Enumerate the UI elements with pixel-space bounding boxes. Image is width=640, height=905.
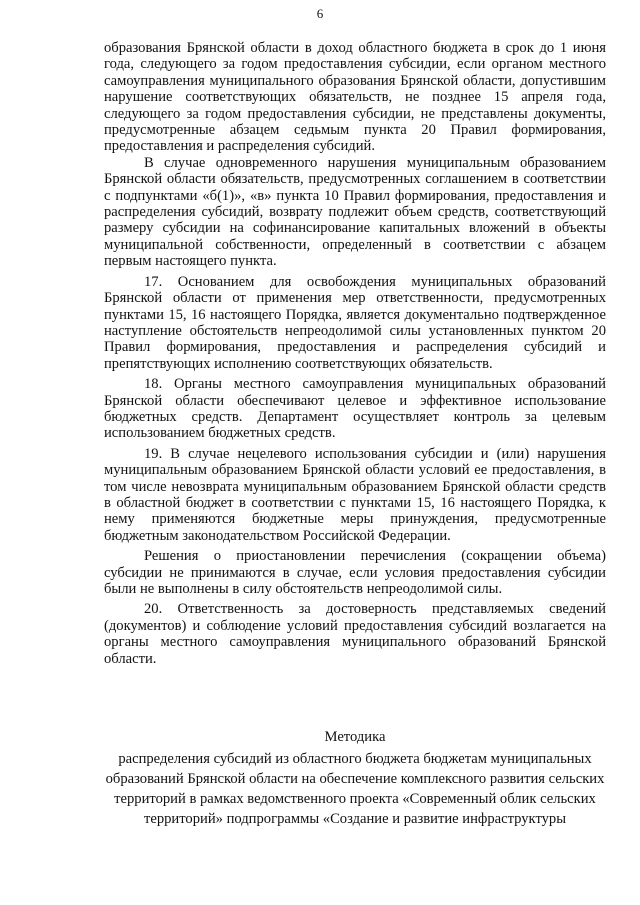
paragraph-20: 20. Ответственность за достоверность представляемых сведений (документов) и соблюдение условий предоставления субсидий возлагается на органы местного самоуправления муниципального образований Брянской области. (104, 601, 606, 667)
page-number: 6 (316, 6, 324, 21)
methodology-subtitle: распределения субсидий из областного бюджета бюджетам муниципальных образований Брянской области на обеспечение комплексного развития сельских территорий в рамках ведомственного проекта «Современный облик сельских территорий» подпрограммы «Создание и развитие инфраструктуры (105, 751, 605, 827)
paragraph-18: 18. Органы местного самоуправления муниципальных образований Брянской области обеспечивают целевое и эффективное использование бюджетных средств. Департамент осуществляет контроль за целевым использованием бюджетных средств. (104, 376, 606, 442)
document-body (104, 40, 606, 667)
paragraph-17: 17. Основанием для освобождения муниципальных образований Брянской области от применения мер ответственности, предусмотренных пунктами 15, 16 настоящего Порядка, является документально подтвержденное наступление обстоятельств непреодолимой силы установленных пунктом 20 Правил формирования, предоставления и распределения субсидий и препятствующих исполнению соответствующих обязательств. (104, 273, 606, 372)
paragraph-simultaneous-violation: В случае одновременного нарушения муниципальным образованием Брянской области обязательств, предусмотренных соглашением в соответствии с подпунктами «б(1)», «в» пункта 10 Правил формирования, предоставления и распределения субсидий, возврату подлежит объем средств, соответствующий размеру субсидии на софинансирование капитальных вложений в объекты муниципальной собственности, определенный в соответствии с абзацем первым настоящего пункта. (104, 154, 606, 270)
methodology-heading (96, 727, 614, 829)
methodology-title: Методика (324, 729, 386, 745)
paragraph-19: 19. В случае нецелевого использования субсидии и (или) нарушения муниципальным образованием Брянской области условий ее предоставления, в том числе невозврата муниципальным образованием Брянской области средств в областной бюджет в соответствии с пунктами 15, 16 настоящего Порядка, к нему применяются бюджетные меры принуждения, предусмотренные бюджетным законодательством Российской Федерации. (104, 445, 606, 544)
paragraph-continuation: образования Брянской области в доход областного бюджета в срок до 1 июня года, следующего за годом предоставления субсидии, если органом местного самоуправления муниципального образования Брянской области, допустившим нарушение соответствующих обязательств, не позднее 15 апреля года, следующего за годом предоставления субсидии, не представлены документы, предусмотренные абзацем седьмым пункта 20 Правил формирования, предоставления и распределения субсидий. (104, 40, 606, 155)
paragraph-suspension-decisions: Решения о приостановлении перечисления (сокращении объема) субсидии не принимаются в случае, если условия предоставления субсидии были не выполнены в силу обстоятельств непреодолимой силы. (104, 548, 606, 597)
